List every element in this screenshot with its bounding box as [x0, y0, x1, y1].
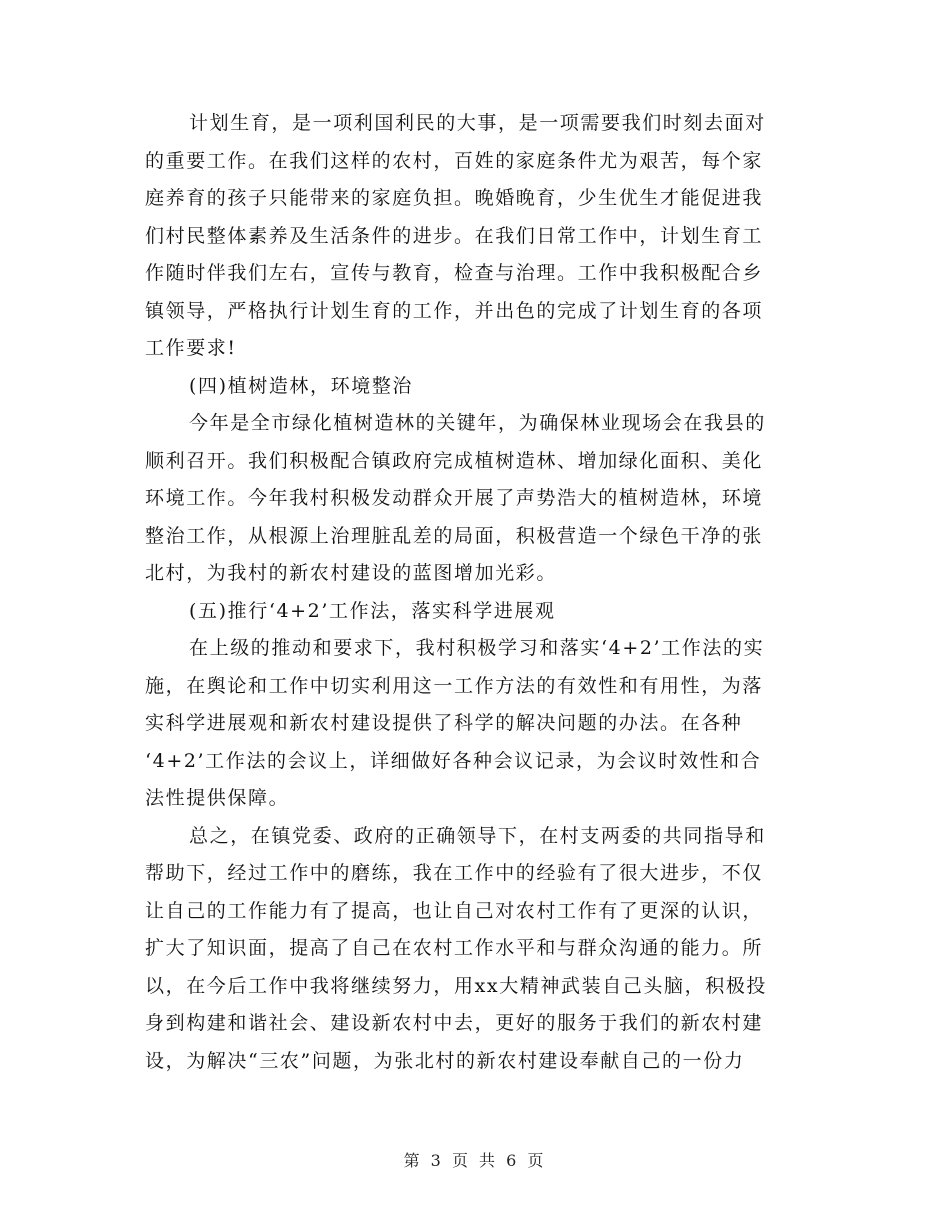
paragraph-line: 帮助下，经过工作中的磨练，我在工作中的经验有了很大进步，不仅 [145, 862, 764, 884]
paragraph-line: 北村，为我村的新农村建设的蓝图增加光彩。 [145, 562, 558, 584]
paragraph-line: 作随时伴我们左右，宣传与教育，检查与治理。工作中我积极配合乡 [145, 262, 764, 284]
section-heading: (四)植树造林，环境整治 [189, 374, 414, 397]
section-heading: (五)推行‘4+2’工作法，落实科学进展观 [189, 599, 556, 622]
paragraph-line: 设，为解决“三农”问题，为张北村的新农村建设奉献自己的一份力 [145, 1049, 745, 1072]
paragraph-line: 以，在今后工作中我将继续努力，用xx大精神武装自己头脑，积极投 [145, 974, 768, 997]
paragraph-line: 今年是全市绿化植树造林的关键年，为确保林业现场会在我县的 [189, 412, 766, 434]
paragraph-line: 让自己的工作能力有了提高，也让自己对农村工作有了更深的认识， [145, 899, 764, 922]
paragraph-line: 们村民整体素养及生活条件的进步。在我们日常工作中，计划生育工 [145, 224, 764, 247]
document-body [145, 105, 805, 1080]
paragraph-line: 在上级的推动和要求下，我村积极学习和落实‘4+2’工作法的实 [189, 637, 765, 659]
paragraph-line: 实科学进展观和新农村建设提供了科学的解决问题的办法。在各种 [145, 712, 743, 734]
paragraph-line: 整治工作，从根源上治理脏乱差的局面，积极营造一个绿色干净的张 [145, 524, 764, 547]
paragraph-line: ‘4+2’工作法的会议上，详细做好各种会议记录，为会议时效性和合 [145, 749, 762, 772]
paragraph-line: 总之，在镇党委、政府的正确领导下，在村支两委的共同指导和 [189, 824, 766, 847]
paragraph-line: 庭养育的孩子只能带来的家庭负担。晚婚晚育，少生优生才能促进我 [145, 187, 764, 209]
paragraph-line: 的重要工作。在我们这样的农村，百姓的家庭条件尤为艰苦，每个家 [145, 149, 764, 172]
paragraph-line: 施，在舆论和工作中切实利用这一工作方法的有效性和有用性，为落 [145, 674, 764, 697]
paragraph-line: 环境工作。今年我村积极发动群众开展了声势浩大的植树造林，环境 [145, 487, 764, 509]
paragraph-line: 计划生育，是一项利国利民的大事，是一项需要我们时刻去面对 [189, 112, 766, 134]
paragraph-line: 法性提供保障。 [145, 787, 290, 809]
paragraph-line: 身到构建和谐社会、建设新农村中去，更好的服务于我们的新农村建 [145, 1012, 764, 1034]
page-number-footer: 第 3 页 共 6 页 [403, 1151, 547, 1170]
paragraph-line: 顺利召开。我们积极配合镇政府完成植树造林、增加绿化面积、美化 [145, 449, 764, 472]
paragraph-line: 扩大了知识面，提高了自己在农村工作水平和与群众沟通的能力。所 [145, 937, 764, 959]
paragraph-line: 工作要求! [145, 337, 237, 359]
paragraph-line: 镇领导，严格执行计划生育的工作，并出色的完成了计划生育的各项 [145, 299, 764, 322]
